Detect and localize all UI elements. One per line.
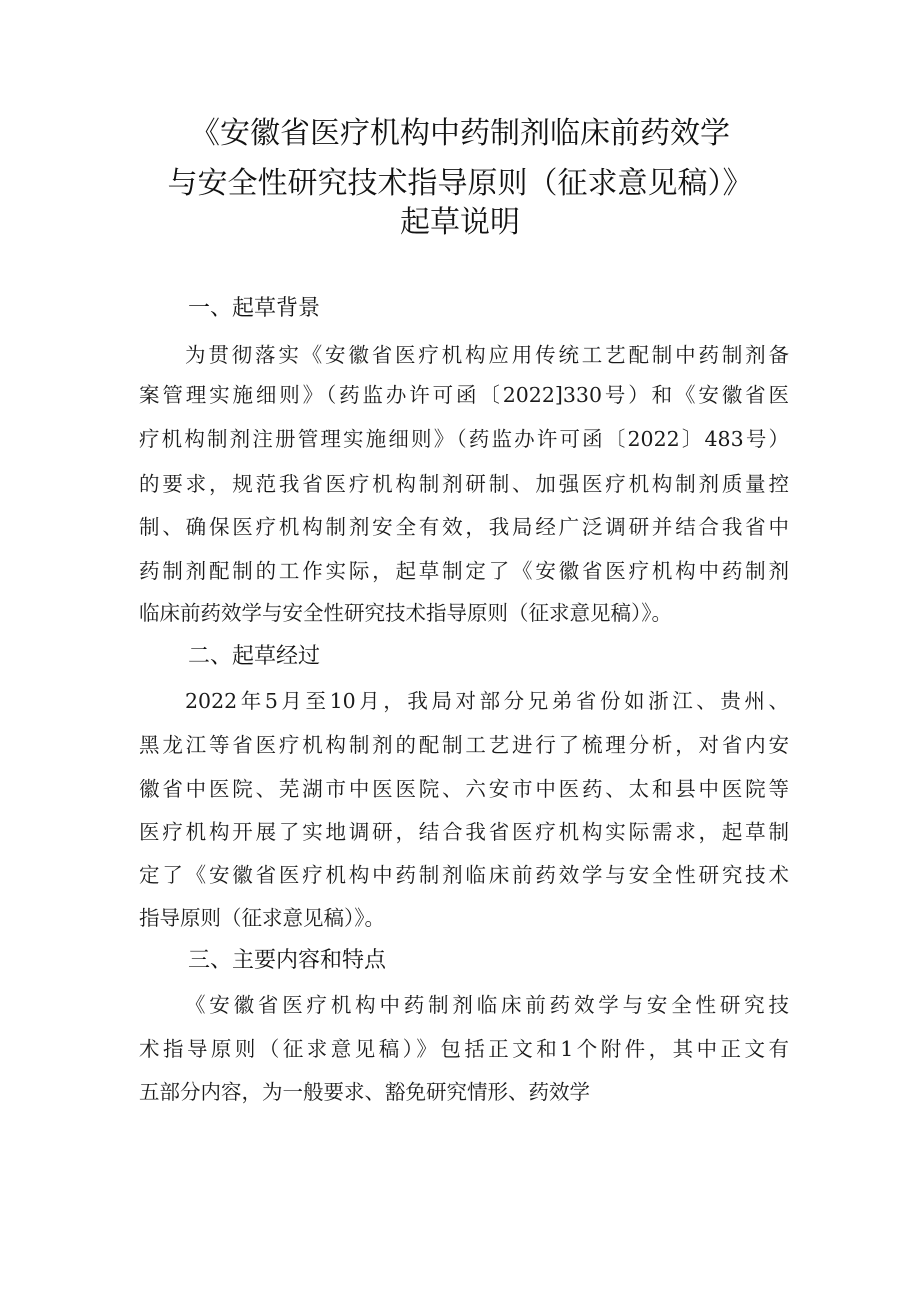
paragraph-line: 2022年5月至10月，我局对部分兄弟省份如浙江、贵州、 xyxy=(185,689,789,713)
paragraph-line: 五部分内容，为一般要求、豁免研究情形、药效学 xyxy=(139,1080,590,1104)
paragraph-line: 疗机构制剂注册管理实施细则》（药监办许可函〔2022〕483号） xyxy=(139,427,789,451)
section-heading-content: 三、主要内容和特点 xyxy=(188,948,387,973)
section-heading-background: 一、起草背景 xyxy=(188,296,321,321)
paragraph-line: 定了《安徽省医疗机构中药制剂临床前药效学与安全性研究技术 xyxy=(139,863,789,887)
section-heading-process: 二、起草经过 xyxy=(188,644,321,669)
paragraph-line: 徽省中医院、芜湖市中医医院、六安市中医药、太和县中医院等 xyxy=(139,777,789,801)
paragraph-line: 术指导原则（征求意见稿）》包括正文和1个附件，其中正文有 xyxy=(139,1037,789,1061)
paragraph-line: 医疗机构开展了实地调研，结合我省医疗机构实际需求，起草制 xyxy=(139,820,789,844)
paragraph-line: 临床前药效学与安全性研究技术指导原则（征求意见稿）》。 xyxy=(139,601,672,625)
paragraph-line: 制、确保医疗机构制剂安全有效，我局经广泛调研并结合我省中 xyxy=(139,515,789,539)
document-title-line-3: 起草说明 xyxy=(400,205,520,240)
document-title-line-2: 与安全性研究技术指导原则（征求意见稿）》 xyxy=(167,166,753,201)
paragraph-line: 黑龙江等省医疗机构制剂的配制工艺进行了梳理分析，对省内安 xyxy=(139,733,789,757)
paragraph-line: 的要求，规范我省医疗机构制剂研制、加强医疗机构制剂质量控 xyxy=(139,472,789,496)
paragraph-line: 案管理实施细则》（药监办许可函〔2022]330号）和《安徽省医 xyxy=(139,383,789,407)
paragraph-line: 指导原则（征求意见稿）》。 xyxy=(139,906,385,930)
document-title-line-1: 《安徽省医疗机构中药制剂临床前药效学 xyxy=(190,116,730,151)
paragraph-line: 为贯彻落实《安徽省医疗机构应用传统工艺配制中药制剂备 xyxy=(185,343,789,367)
paragraph-line: 《安徽省医疗机构中药制剂临床前药效学与安全性研究技 xyxy=(185,993,789,1017)
paragraph-line: 药制剂配制的工作实际，起草制定了《安徽省医疗机构中药制剂 xyxy=(139,559,789,583)
